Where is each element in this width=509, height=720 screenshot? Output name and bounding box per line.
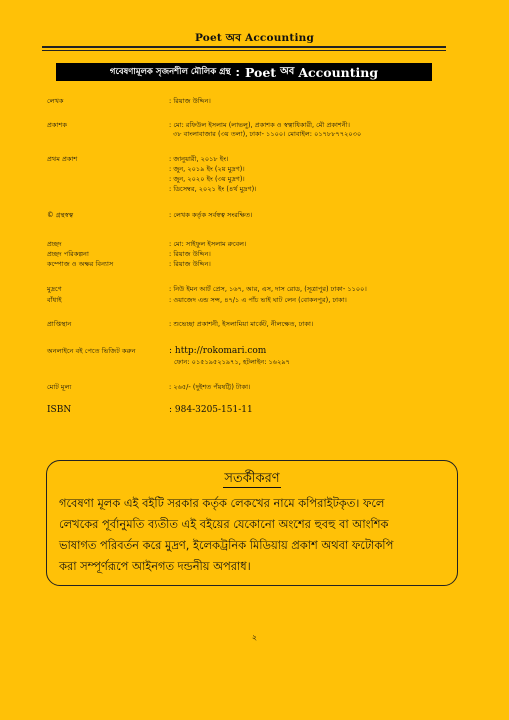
author-label: লেখক (47, 97, 64, 105)
publisher-value: : মো: রফিউল ইসলাম (লাভলু), প্রকাশক ও স্বত্বাধিকারী, মৌ প্রকাশনী। (169, 121, 350, 129)
price-value: : ২৬৫/- (দুইশত পঁয়ষট্টি) টাকা। (169, 383, 251, 391)
availability-label: প্রাপ্তিস্থান (47, 320, 72, 328)
cover-value: : মো: সাইফুল ইসলাম রুবেল। (169, 240, 247, 248)
banner-subtitle: গবেষণামূলক সৃজনশীল মৌলিক গ্রন্থ (109, 67, 231, 77)
isbn-value: : 984-3205-151-11 (169, 405, 253, 415)
warning-title-text: সতর্কীকরণ (224, 471, 280, 486)
binding-label: বাঁধাই (47, 296, 62, 304)
banner-title-poet: Poet (244, 64, 277, 80)
running-title-poet: Poet (194, 32, 222, 44)
warning-box (46, 460, 458, 586)
edition-line: : জুন, ২০২০ ইং (৩য় মুদ্রণ)। (169, 175, 245, 183)
compose-value: : রিয়াজ উদ্দিন। (169, 260, 211, 268)
warning-line: গবেষণা মূলক এই বইটি সরকার কর্তৃক লেকখের নামে কপিরাইটকৃত। ফলে (59, 496, 385, 510)
header-divider-thin (42, 50, 446, 51)
header-divider (42, 46, 446, 48)
edition-line: : জানুয়ারী, ২০১৮ ইং। (169, 155, 229, 163)
edition-line: : ডিসেম্বর, ২০২১ ইং (৪র্থ মুদ্রণ)। (169, 185, 257, 193)
publisher-address: ৩৮ বাংলাবাজার (৩য় তলা), ঢাকা- ১১০০। মোবাইল: ০১৭৮৮৭৭২০৩০ (173, 130, 362, 138)
banner-colon: : (235, 65, 240, 79)
isbn-label: ISBN (47, 405, 72, 415)
author-value: : রিয়াজ উদ্দিন। (169, 97, 211, 105)
compose-label: কম্পোজ ও অক্ষর বিন্যাস (47, 260, 114, 268)
warning-line: লেখকের পূর্বানুমতি ব্যতীত এই বইয়ের যেকোনো অংশের হুবহু বা আংশিক (59, 517, 389, 531)
copyright-label: © গ্রন্থস্বত্ব (47, 211, 74, 219)
printing-value: : নিউ ইমন আর্ট প্রেস, ১৬৭, আর, এস, দাস রোড, (সূত্রাপুর) ঢাকা- ১১০০। (169, 285, 367, 293)
warning-line: ভাষাগত পরিবর্তন করে মুদ্রণ, ইলেকট্রনিক মিডিয়ায় প্রকাশ অথবা ফটোকপি (59, 538, 394, 552)
warning-title (47, 467, 457, 490)
publisher-label: প্রকাশক (47, 121, 67, 129)
cover-plan-value: : রিয়াজ উদ্দিন। (169, 250, 211, 258)
first-edition-label: প্রথম প্রকাশ (47, 155, 78, 163)
edition-line: : জুন, ২০১৯ ইং (২য় মুদ্রণ)। (169, 165, 245, 173)
cover-plan-label: প্রচ্ছদ পরিকল্পনা (47, 250, 89, 258)
binding-value: : ওয়াজেদ এন্ড সন্স, ৪৭/১ এ পাঁচ ভাই ঘাট লেন (বোকনপুর), ঢাকা। (169, 296, 347, 304)
warning-line: করা সম্পূর্ণরূপে আইনগত দন্ডনীয় অপরাধ। (59, 559, 251, 573)
page-number: ২ (251, 633, 258, 642)
banner-title-accounting: Accounting (298, 64, 379, 80)
warning-body (59, 493, 451, 577)
running-title-accounting: Accounting (244, 32, 315, 44)
copyright-value: : লেখক কর্তৃক সর্বস্বত্ব সংরক্ষিত। (169, 211, 253, 219)
title-banner (56, 63, 432, 81)
price-label: মোট মূল্য (47, 383, 72, 391)
online-label: অনলাইনে বই পেতে ভিজিট করুন (47, 347, 136, 355)
printing-label: মুদ্রণে (47, 285, 62, 293)
availability-value: : শুভেচ্ছা প্রকাশনী, ইসলামিয়া মার্কেট, নীলক্ষেত, ঢাকা। (169, 320, 314, 328)
online-phone: ফোন: ০১৫১৯৫২১৯৭১, হটলাইন: ১৬২৯৭ (174, 358, 290, 366)
running-title-ob: অব (225, 32, 242, 44)
online-url[interactable]: : http://rokomari.com (169, 346, 267, 356)
cover-label: প্রচ্ছদ (47, 240, 62, 248)
banner-title-ob: অব (280, 65, 295, 77)
